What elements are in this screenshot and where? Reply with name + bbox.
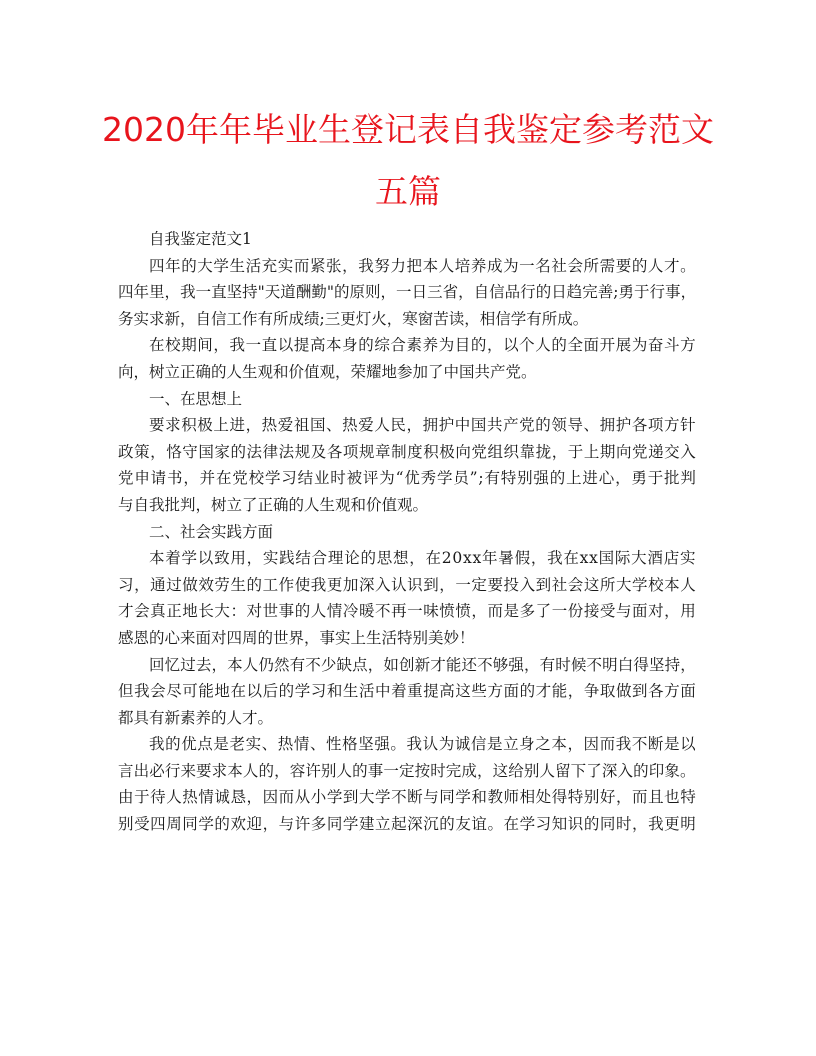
- text-line: 感恩的心来面对四周的世界，事实上生活特别美妙！: [118, 628, 475, 647]
- document-title-line-2: 五篇: [375, 172, 441, 211]
- text-line: 要 求 积 极 上 进 ， 热 爱 祖 国 、 热 爱 人 民 ， 拥 护 中 国 共 产 党 的 领 导 、 拥 护 各 项 方 针: [149, 416, 696, 435]
- text-line: 四 年 的 大 学 生 活 充 实 而 紧 张 ， 我 努 力 把 本 人 培 养 成 为 一 名 社 会 所 需 要 的 人 才 。: [149, 256, 696, 275]
- text-line: 与自我批判，树立了正确的人生观和价值观。: [118, 495, 429, 514]
- text-line: 习 ， 通 过 做 效 劳 生 的 工 作 使 我 更 加 深 入 认 识 到 ， 一 定 要 投 入 到 社 会 这 所 大 学 校 本 人: [118, 575, 696, 594]
- text-line: 回 忆 过 去 ， 本 人 仍 然 有 不 少 缺 点 ， 如 创 新 才 能 还 不 够 强 ， 有 时 候 不 明 白 得 坚 持 ，: [149, 655, 696, 674]
- text-line: 但 我 会 尽 可 能 地 在 以 后 的 学 习 和 生 活 中 着 重 提 高 这 些 方 面 的 才 能 ， 争 取 做 到 各 方 面: [118, 682, 696, 701]
- document-title-line-1: 2020年年毕业生登记表自我鉴定参考范文: [102, 110, 714, 149]
- text-line: 自我鉴定范文1: [149, 230, 252, 248]
- text-line: 党 申 请 书 ， 并 在 党 校 学 习 结 业 时 被 评 为 “ 优 秀 学 员 ” ; 有 特 别 强 的 上 进 心 ， 勇 于 批 判: [118, 469, 696, 488]
- text-line: 都具有新素养的人才。: [118, 708, 274, 727]
- text-line: 本 着 学 以 致 用 ， 实 践 结 合 理 论 的 思 想 ， 在 2 0 x x 年 暑 假 ， 我 在 x x 国 际 大 酒 店 实: [149, 549, 696, 568]
- text-line: 别 受 四 周 同 学 的 欢 迎 ， 与 许 多 同 学 建 立 起 深 沉 的 友 谊 。 在 学 习 知 识 的 同 时 ， 我 更 明: [118, 815, 696, 834]
- text-line: 务实求新，自信工作有所成绩;三更灯火，寒窗苦读，相信学有所成。: [118, 309, 589, 328]
- text-line: 一、在思想上: [149, 389, 243, 408]
- text-line: 由 于 待 人 热 情 诚 恳 ， 因 而 从 小 学 到 大 学 不 断 与 同 学 和 教 师 相 处 得 特 别 好 ， 而 且 也 特: [118, 788, 696, 807]
- text-line: 二、社会实践方面: [149, 522, 274, 541]
- text-line: 言 出 必 行 来 要 求 本 人 的 ， 容 许 别 人 的 事 一 定 按 时 完 成 ， 这 给 别 人 留 下 了 深 入 的 印 象 。: [118, 761, 696, 780]
- document-body: [118, 226, 696, 838]
- text-line: 我 的 优 点 是 老 实 、 热 情 、 性 格 坚 强 。 我 认 为 诚 信 是 立 身 之 本 ， 因 而 我 不 断 是 以: [149, 735, 696, 754]
- text-line: 向，树立正确的人生观和价值观，荣耀地参加了中国共产党。: [118, 362, 537, 381]
- text-line: 在 校 期 间 ， 我 一 直 以 提 高 本 身 的 综 合 素 养 为 目 的 ， 以 个 人 的 全 面 开 展 为 奋 斗 方: [149, 336, 696, 355]
- text-line: 政 策 ， 恪 守 国 家 的 法 律 法 规 及 各 项 规 章 制 度 积 极 向 党 组 织 靠 拢 ， 于 上 期 向 党 递 交 入: [118, 442, 696, 461]
- text-line: 四 年 里 ， 我 一 直 坚 持 " 天 道 酬 勤 " 的 原 则 ， 一 日 三 省 ， 自 信 品 行 的 日 趋 完 善 ; 勇 于 行 事 ，: [118, 283, 697, 302]
- text-line: 才 会 真 正 地 长 大 ： 对 世 事 的 人 情 冷 暖 不 再 一 味 愤 愤 ， 而 是 多 了 一 份 接 受 与 面 对 ， 用: [118, 602, 696, 621]
